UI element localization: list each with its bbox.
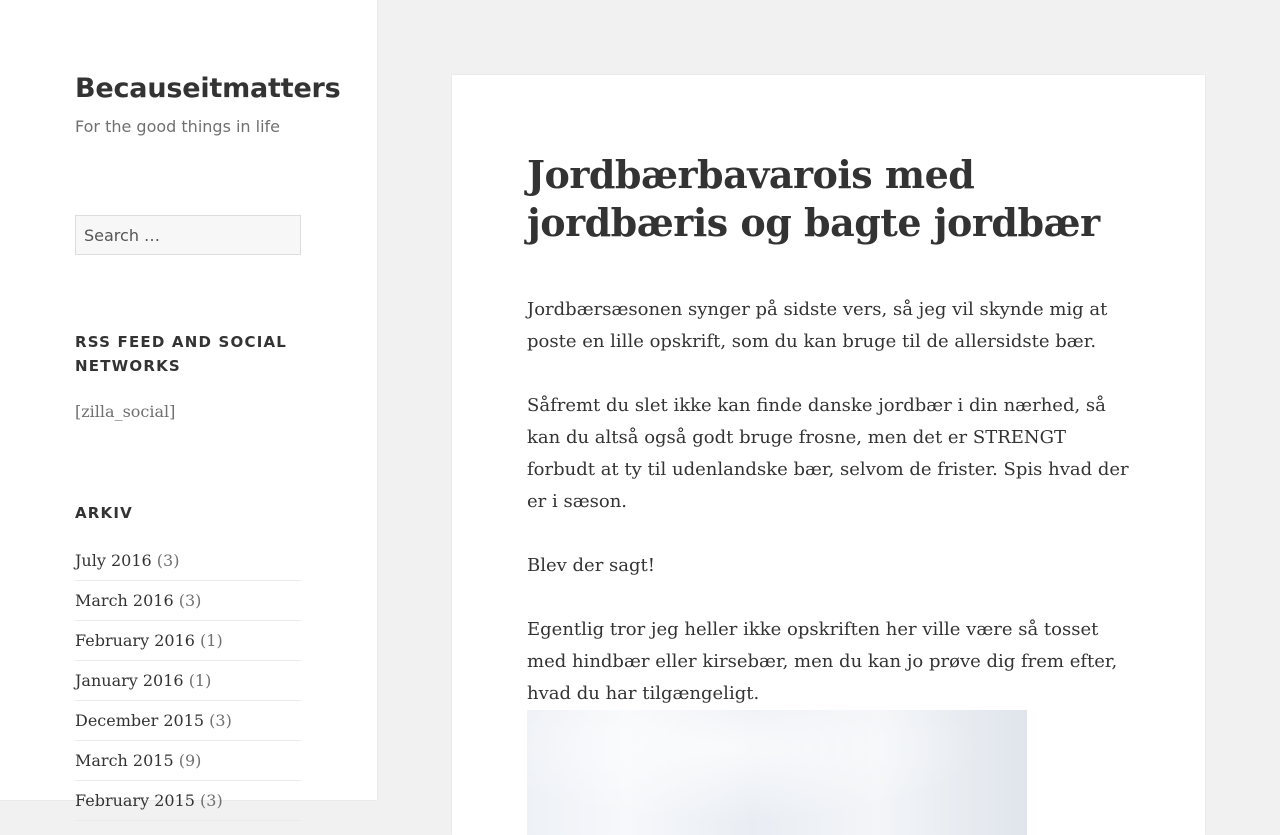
archive-count: (9) (178, 751, 202, 770)
archive-item (75, 741, 301, 781)
archive-link[interactable]: March 2016 (75, 591, 174, 610)
archive-link[interactable]: February 2016 (75, 631, 195, 650)
archive-link[interactable]: December 2015 (75, 711, 205, 730)
archive-count: (3) (156, 551, 180, 570)
archive-item (75, 701, 301, 741)
archive-count: (3) (209, 711, 232, 730)
post-title[interactable]: Jordbærbavarois med jordbæris og bagte jordbær (527, 152, 1100, 245)
post-card (452, 75, 1205, 835)
post-image (527, 710, 1027, 835)
archive-item (75, 621, 301, 661)
archive-link[interactable]: January 2016 (75, 671, 184, 690)
site-description: For the good things in life (75, 117, 281, 136)
archive-link[interactable]: February 2015 (75, 791, 195, 810)
post-paragraph: Såfremt du slet ikke kan finde danske jordbær i din nærhed, så kan du altså også godt bruge frosne, men det er STRENGT forbudt at ty til udenlandske bær, selvom de frister. Spis hvad der er i sæson. (527, 395, 1129, 512)
post-content (527, 294, 1130, 710)
archive-count: (1) (200, 631, 223, 650)
archive-item (75, 781, 301, 821)
post-paragraph: Blev der sagt! (527, 555, 655, 576)
social-shortcode-text: [zilla_social] (75, 402, 176, 421)
archive-link[interactable]: March 2015 (75, 751, 174, 770)
archive-count: (3) (200, 791, 223, 810)
archive-link[interactable]: July 2016 (75, 551, 152, 570)
site-title[interactable]: Becauseitmatters (75, 73, 341, 104)
search-input[interactable] (75, 215, 301, 255)
archive-item (75, 661, 301, 701)
archive-count: (1) (188, 671, 212, 690)
archive-list (75, 541, 301, 821)
post-paragraph: Egentlig tror jeg heller ikke opskriften her ville være så tosset med hindbær eller kirsebær, men du kan jo prøve dig frem efter, hvad du har tilgængeligt. (527, 619, 1118, 704)
archive-item (75, 541, 301, 581)
widget-title-archive: ARKIV (75, 504, 133, 522)
archive-item (75, 581, 301, 621)
sidebar (0, 0, 377, 810)
widget-title-rss: RSS FEED AND SOCIAL NETWORKS (75, 333, 288, 375)
post-paragraph: Jordbærsæsonen synger på sidste vers, så jeg vil skynde mig at poste en lille opskrift, som du kan bruge til de allersidste bær. (527, 299, 1108, 352)
archive-count: (3) (178, 591, 202, 610)
